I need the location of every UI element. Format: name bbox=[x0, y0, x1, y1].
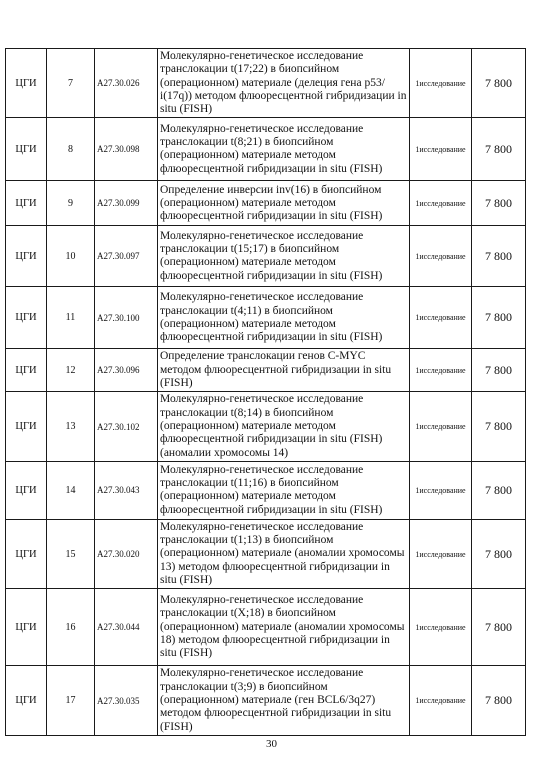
department-code: ЦГИ bbox=[6, 226, 47, 287]
department-code: ЦГИ bbox=[6, 589, 47, 666]
service-article: A27.30.044 bbox=[95, 589, 158, 666]
service-price: 7 800 bbox=[472, 392, 526, 461]
table-row bbox=[6, 589, 526, 666]
row-number: 17 bbox=[47, 666, 95, 735]
department-code: ЦГИ bbox=[6, 666, 47, 735]
service-article: A27.30.100 bbox=[95, 287, 158, 349]
row-number: 14 bbox=[47, 461, 95, 519]
table-row bbox=[6, 392, 526, 461]
service-price: 7 800 bbox=[472, 461, 526, 519]
row-number: 7 bbox=[47, 49, 95, 118]
service-name: Молекулярно-генетическое исследование транслокации t(17;22) в биопсийном (операционном) материале (делеция гена p53/ i(17q)) методом флюоресцентной гибридизации in situ (FISH) bbox=[158, 49, 410, 118]
service-name: Молекулярно-генетическое исследование транслокации t(X;18) в биопсийном (операционном) материале (аномалии хромосомы 18) методом флюоресцентной гибридизации in situ (FISH) bbox=[158, 589, 410, 666]
service-unit: 1исследование bbox=[410, 349, 472, 392]
service-article: A27.30.043 bbox=[95, 461, 158, 519]
service-article: A27.30.099 bbox=[95, 181, 158, 226]
service-article: A27.30.026 bbox=[95, 49, 158, 118]
service-name: Определение транслокации генов C-MYC методом флюоресцентной гибридизации in situ (FISH) bbox=[158, 349, 410, 392]
row-number: 16 bbox=[47, 589, 95, 666]
row-number: 10 bbox=[47, 226, 95, 287]
service-price: 7 800 bbox=[472, 349, 526, 392]
service-name: Определение инверсии inv(16) в биопсийном (операционном) материале методом флюоресцентной гибридизации in situ (FISH) bbox=[158, 181, 410, 226]
table-row bbox=[6, 461, 526, 519]
table-row bbox=[6, 349, 526, 392]
service-price: 7 800 bbox=[472, 118, 526, 181]
row-number: 9 bbox=[47, 181, 95, 226]
service-price: 7 800 bbox=[472, 181, 526, 226]
row-number: 13 bbox=[47, 392, 95, 461]
page-number: 30 bbox=[266, 738, 277, 750]
service-price: 7 800 bbox=[472, 287, 526, 349]
service-article: A27.30.035 bbox=[95, 666, 158, 735]
table-row bbox=[6, 181, 526, 226]
row-number: 12 bbox=[47, 349, 95, 392]
department-code: ЦГИ bbox=[6, 118, 47, 181]
service-price: 7 800 bbox=[472, 589, 526, 666]
service-price: 7 800 bbox=[472, 519, 526, 588]
service-article: A27.30.102 bbox=[95, 392, 158, 461]
service-unit: 1исследование bbox=[410, 226, 472, 287]
table-row bbox=[6, 287, 526, 349]
service-article: A27.30.020 bbox=[95, 519, 158, 588]
table-row bbox=[6, 666, 526, 735]
service-unit: 1исследование bbox=[410, 49, 472, 118]
service-unit: 1исследование bbox=[410, 287, 472, 349]
service-name: Молекулярно-генетическое исследование транслокации t(1;13) в биопсийном (операционном) материале (аномалии хромосомы 13) методом флюоресцентной гибридизации in situ (FISH) bbox=[158, 519, 410, 588]
department-code: ЦГИ bbox=[6, 287, 47, 349]
service-name: Молекулярно-генетическое исследование транслокации t(11;16) в биопсийном (операционном) материале методом флюоресцентной гибридизации in situ (FISH) bbox=[158, 461, 410, 519]
service-article: A27.30.096 bbox=[95, 349, 158, 392]
service-unit: 1исследование bbox=[410, 461, 472, 519]
table-row bbox=[6, 519, 526, 588]
table-row bbox=[6, 226, 526, 287]
table-row bbox=[6, 118, 526, 181]
department-code: ЦГИ bbox=[6, 181, 47, 226]
service-name: Молекулярно-генетическое исследование транслокации t(8;14) в биопсийном (операционном) материале методом флюоресцентной гибридизации in situ (FISH) (аномалии хромосомы 14) bbox=[158, 392, 410, 461]
table-row bbox=[6, 49, 526, 118]
department-code: ЦГИ bbox=[6, 519, 47, 588]
service-article: A27.30.098 bbox=[95, 118, 158, 181]
service-unit: 1исследование bbox=[410, 392, 472, 461]
row-number: 11 bbox=[47, 287, 95, 349]
service-name: Молекулярно-генетическое исследование транслокации t(8;21) в биопсийном (операционном) материале методом флюоресцентной гибридизации in situ (FISH) bbox=[158, 118, 410, 181]
service-price: 7 800 bbox=[472, 49, 526, 118]
department-code: ЦГИ bbox=[6, 49, 47, 118]
service-article: A27.30.097 bbox=[95, 226, 158, 287]
row-number: 15 bbox=[47, 519, 95, 588]
row-number: 8 bbox=[47, 118, 95, 181]
department-code: ЦГИ bbox=[6, 349, 47, 392]
service-unit: 1исследование bbox=[410, 589, 472, 666]
price-table bbox=[5, 48, 526, 736]
service-unit: 1исследование bbox=[410, 666, 472, 735]
service-unit: 1исследование bbox=[410, 118, 472, 181]
service-price: 7 800 bbox=[472, 666, 526, 735]
service-name: Молекулярно-генетическое исследование транслокации t(4;11) в биопсийном (операционном) материале методом флюоресцентной гибридизации in situ (FISH) bbox=[158, 287, 410, 349]
service-unit: 1исследование bbox=[410, 181, 472, 226]
department-code: ЦГИ bbox=[6, 392, 47, 461]
service-name: Молекулярно-генетическое исследование транслокации t(3;9) в биопсийном (операционном) материале (ген BCL6/3q27) методом флюоресцентной гибридизации in situ (FISH) bbox=[158, 666, 410, 735]
service-price: 7 800 bbox=[472, 226, 526, 287]
service-unit: 1исследование bbox=[410, 519, 472, 588]
department-code: ЦГИ bbox=[6, 461, 47, 519]
service-name: Молекулярно-генетическое исследование транслокации t(15;17) в биопсийном (операционном) материале методом флюоресцентной гибридизации in situ (FISH) bbox=[158, 226, 410, 287]
